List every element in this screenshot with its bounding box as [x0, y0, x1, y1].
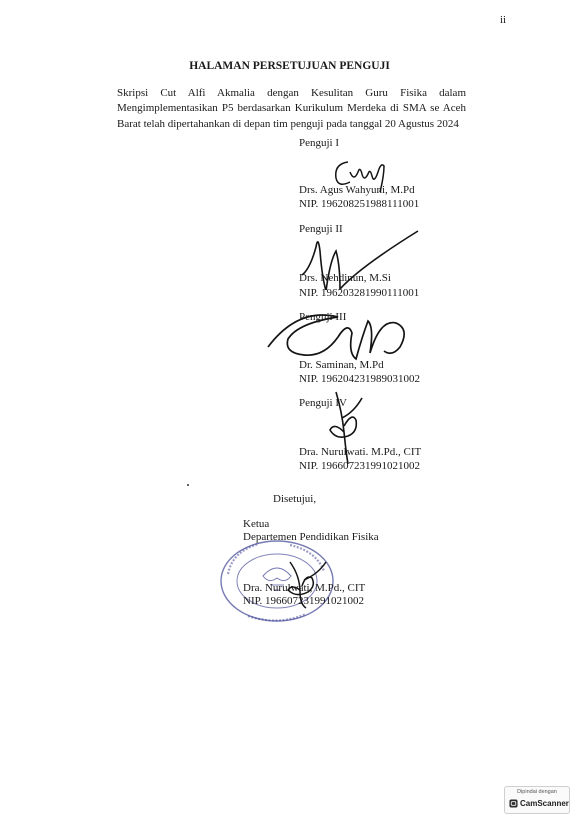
intro-paragraph: [117, 86, 466, 132]
official-stamp: [218, 538, 336, 624]
camscanner-badge: [504, 786, 570, 814]
intro-line: Skripsi Cut Alfi Akmalia dengan Kesulitan Guru Fisika dalam: [117, 87, 466, 99]
intro-line: Barat telah dipertahankan di depan tim penguji pada tanggal 20 Agustus 2024: [117, 117, 459, 130]
camscanner-icon: [509, 799, 518, 808]
examiner-2-name: Drs. Nehdinun, M.Si: [299, 272, 391, 284]
examiner-4-nip: NIP. 196607231991021002: [299, 460, 421, 472]
approval-name: Dra. Nurulwati, M.Pd., CIT: [243, 582, 366, 594]
examiner-1-name: Drs. Agus Wahyuni, M.Pd: [299, 184, 415, 196]
scan-speck: [187, 484, 189, 486]
examiner-3-role: Penguji III: [299, 311, 347, 323]
scanner-caption: Dipindai dengan: [517, 789, 557, 795]
scanner-brand: CamScanner: [520, 799, 569, 808]
examiner-4-name: Dra. Nurulwati. M.Pd., CIT: [299, 446, 422, 458]
examiner-3-nip: NIP. 196204231989031002: [299, 373, 421, 385]
examiner-1-nip: NIP. 196208251988111001: [299, 198, 420, 210]
approval-role-line2: Departemen Pendidikan Fisika: [243, 531, 379, 543]
approval-role-line1: Ketua: [243, 518, 270, 530]
approval-heading: Disetujui,: [273, 493, 317, 505]
page-number: ii: [500, 14, 507, 26]
examiner-2-role: Penguji II: [299, 223, 343, 235]
examiner-2-nip: NIP. 196203281990111001: [299, 287, 420, 299]
intro-line: Mengimplementasikan P5 berdasarkan Kurikulum Merdeka di SMA se Aceh: [117, 102, 466, 115]
examiner-1-role: Penguji I: [299, 137, 340, 149]
page-title: HALAMAN PERSETUJUAN PENGUJI: [189, 60, 390, 72]
approval-nip: NIP. 196607231991021002: [243, 595, 365, 607]
examiner-4-role: Penguji IV: [299, 397, 347, 409]
examiner-3-name: Dr. Saminan, M.Pd: [299, 359, 384, 371]
